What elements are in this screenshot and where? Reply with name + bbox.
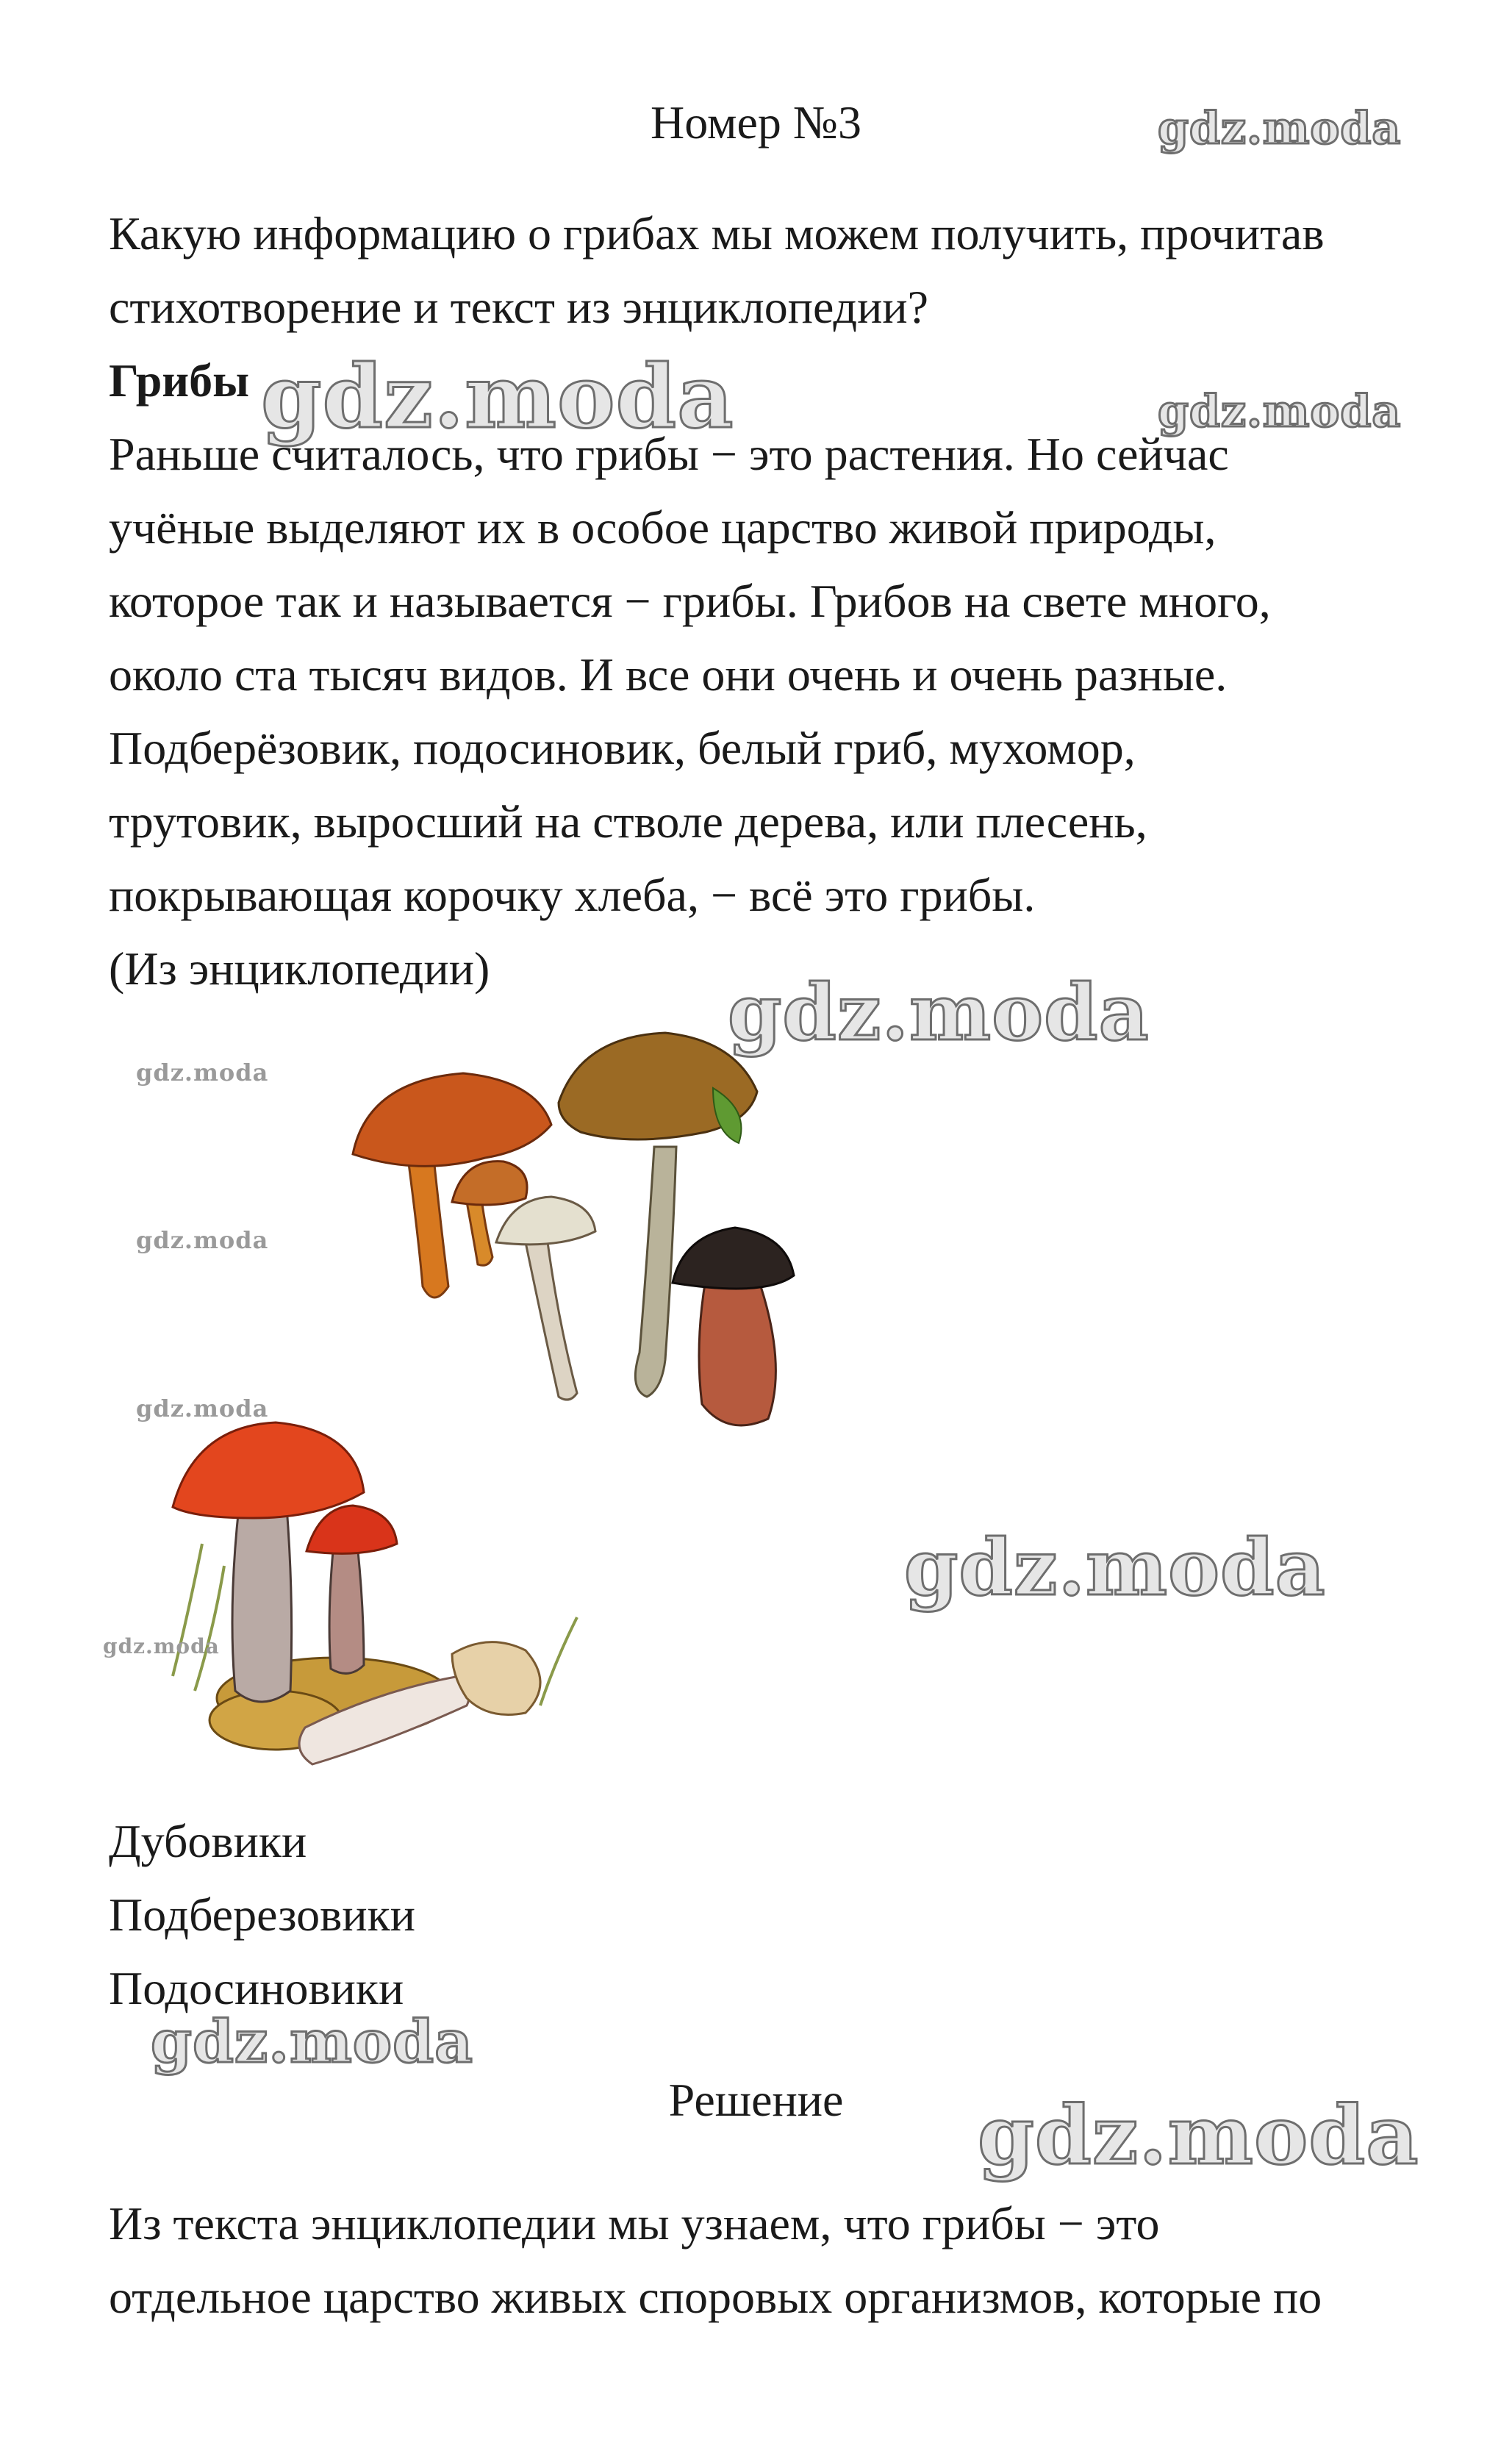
mushroom-cap	[452, 1162, 527, 1205]
mushroom-stem	[408, 1158, 448, 1297]
mushroom-cap	[496, 1197, 595, 1245]
watermark: gdz.moda	[136, 1395, 269, 1422]
watermark: gdz.moda	[151, 2007, 473, 2076]
mushroom-cap	[307, 1506, 397, 1553]
question-line-2: стихотворение и текст из энциклопедии?	[109, 281, 928, 333]
mushroom-cap	[353, 1073, 551, 1166]
watermark: gdz.moda	[904, 1522, 1326, 1613]
article-line: покрывающая корочку хлеба, − всё это грибы.	[109, 869, 1036, 921]
solution-line: Из текста энциклопедии мы узнаем, что грибы − это	[109, 2197, 1160, 2249]
mushroom-stem	[232, 1507, 292, 1702]
mushroom-cap	[673, 1228, 794, 1289]
watermark: gdz.moda	[261, 346, 734, 448]
article-line: Подберёзовик, подосиновик, белый гриб, мухомор,	[109, 722, 1136, 774]
mushroom-stem	[467, 1198, 492, 1265]
list-item: Дубовики	[109, 1815, 307, 1867]
mushroom-cap	[173, 1422, 364, 1518]
mushroom-stem	[329, 1551, 364, 1673]
article-line: трутовик, выросший на стволе дерева, или плесень,	[109, 795, 1147, 848]
article-line: около ста тысяч видов. И все они очень и очень разные.	[109, 648, 1228, 701]
list-item: Подберезовики	[109, 1889, 415, 1941]
watermark: gdz.moda	[978, 2088, 1419, 2183]
article-source: (Из энциклопедии)	[109, 942, 490, 995]
mushroom-illustration-bottom	[143, 1397, 614, 1779]
watermark: gdz.moda	[136, 1059, 269, 1087]
article-line: которое так и называется − грибы. Грибов на свете много,	[109, 575, 1271, 627]
page-title: Номер №3	[651, 96, 861, 148]
mushroom-stem	[526, 1242, 577, 1400]
solution-heading: Решение	[668, 2074, 844, 2126]
watermark: gdz.moda	[103, 1634, 220, 1658]
article-line: Раньше считалось, что грибы − это растения. Но сейчас	[109, 428, 1229, 480]
list-item: Подосиновики	[109, 1962, 404, 2014]
watermark: gdz.moda	[1158, 103, 1402, 154]
article-line: учёные выделяют их в особое царство живой природы,	[109, 501, 1217, 554]
watermark: gdz.moda	[728, 967, 1150, 1058]
watermark: gdz.moda	[136, 1226, 269, 1254]
mushroom-stem	[699, 1279, 775, 1425]
mushroom-stem	[635, 1147, 676, 1397]
question-line-1: Какую информацию о грибах мы можем получить, прочитав	[109, 207, 1325, 259]
watermark: gdz.moda	[1158, 386, 1402, 437]
solution-line: отдельное царство живых споровых организмов, которые по	[109, 2271, 1322, 2323]
article-heading: Грибы	[109, 354, 250, 407]
